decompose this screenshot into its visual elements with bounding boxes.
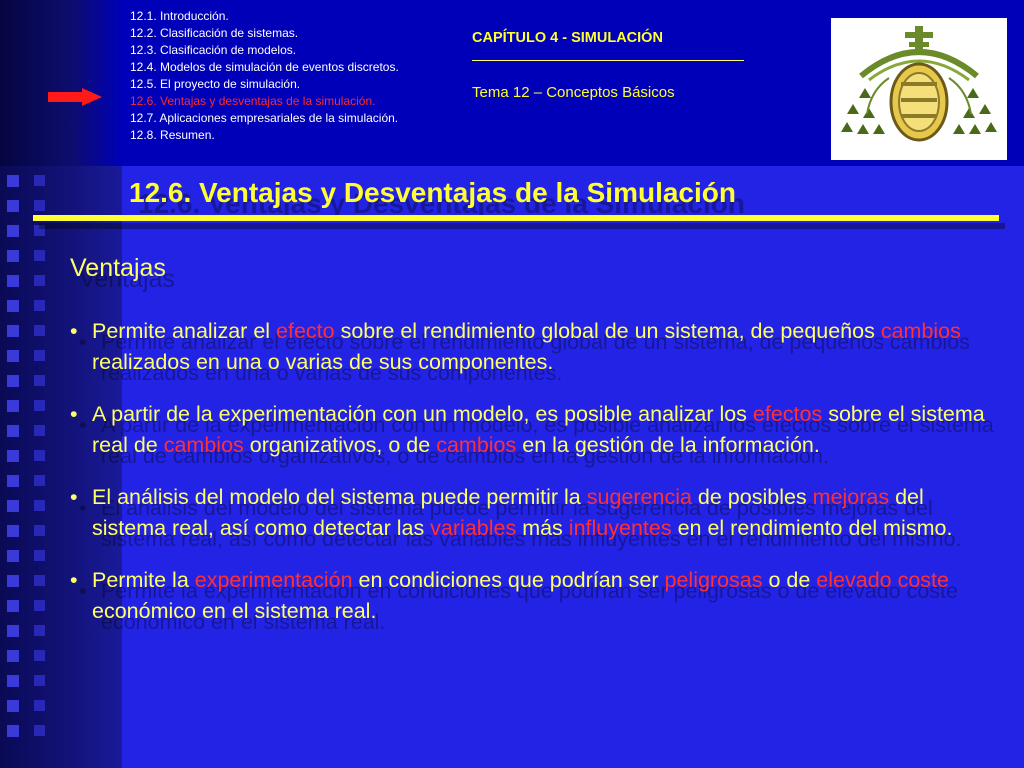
- bullet-text: en la gestión de la información.: [516, 433, 820, 457]
- highlighted-term: cambios: [163, 433, 244, 457]
- university-coat-of-arms-icon: [831, 18, 1007, 160]
- highlighted-term: peligrosas: [664, 568, 763, 592]
- bullet-text: A partir de la experimentación con un modelo, es posible analizar los: [92, 402, 753, 426]
- bullet-text: Permite la: [92, 568, 195, 592]
- bullet-dot-icon: •: [70, 485, 78, 509]
- chapter-divider: [472, 60, 744, 61]
- bullet-text: o de: [762, 568, 817, 592]
- left-square-pattern: [7, 150, 21, 750]
- advantages-list: [70, 316, 1000, 648]
- highlighted-term: experimentación: [194, 568, 353, 592]
- bullet-dot-icon: •: [70, 319, 78, 343]
- highlighted-term: influyentes: [568, 516, 672, 540]
- toc-item[interactable]: 12.1. Introducción.: [130, 9, 229, 23]
- topic-label: Tema 12 – Conceptos Básicos: [472, 84, 675, 101]
- bullet-dot-icon: •: [70, 568, 78, 592]
- highlighted-term: efectos: [752, 402, 823, 426]
- bullet-text: El análisis del modelo del sistema puede permitir la: [92, 485, 587, 509]
- left-square-pattern-inner: [34, 150, 48, 750]
- highlighted-term: cambios: [880, 319, 961, 343]
- bullet-text: en el rendimiento del mismo.: [671, 516, 953, 540]
- toc-item[interactable]: 12.5. El proyecto de simulación.: [130, 77, 301, 91]
- bullet-text: organizativos, o de: [243, 433, 437, 457]
- highlighted-term: efecto: [276, 319, 335, 343]
- bullet-text: realizados en una o varias de sus componentes.: [92, 350, 554, 374]
- toc-item[interactable]: 12.8. Resumen.: [130, 128, 215, 142]
- bullet-item: [70, 482, 1000, 544]
- table-of-contents: [130, 8, 399, 144]
- bullet-item: [70, 399, 1000, 461]
- bullet-item: [70, 565, 1000, 627]
- bullet-item: [70, 316, 1000, 378]
- bullet-dot-icon: •: [70, 402, 78, 426]
- bullet-text: económico en el sistema real.: [92, 599, 377, 623]
- chapter-label: CAPÍTULO 4 - SIMULACIÓN: [472, 30, 663, 46]
- bullet-text: en condiciones que podrían ser: [352, 568, 665, 592]
- bullet-text: más: [516, 516, 569, 540]
- highlighted-term: elevado coste: [816, 568, 949, 592]
- section-heading: Ventajas: [70, 254, 166, 282]
- toc-item[interactable]: 12.2. Clasificación de sistemas.: [130, 26, 299, 40]
- toc-item[interactable]: 12.6. Ventajas y desventajas de la simulación.: [130, 94, 376, 108]
- red-arrow-icon: [48, 88, 102, 111]
- highlighted-term: sugerencia: [586, 485, 692, 509]
- highlighted-term: cambios: [436, 433, 517, 457]
- highlighted-term: variables: [430, 516, 517, 540]
- bullet-text: sobre el rendimiento global de un sistema, de pequeños: [334, 319, 881, 343]
- toc-item[interactable]: 12.7. Aplicaciones empresariales de la simulación.: [130, 111, 399, 125]
- title-divider: [33, 215, 999, 221]
- bullet-text: de posibles: [691, 485, 813, 509]
- bullet-text: del sistema real, así como detectar las: [92, 485, 924, 540]
- highlighted-term: mejoras: [812, 485, 890, 509]
- toc-item[interactable]: 12.3. Clasificación de modelos.: [130, 43, 297, 57]
- toc-item[interactable]: 12.4. Modelos de simulación de eventos discretos.: [130, 60, 399, 74]
- slide-title: 12.6. Ventajas y Desventajas de la Simulación: [129, 177, 736, 208]
- bullet-text: sobre el sistema real de: [92, 402, 985, 457]
- bullet-text: Permite analizar el: [92, 319, 277, 343]
